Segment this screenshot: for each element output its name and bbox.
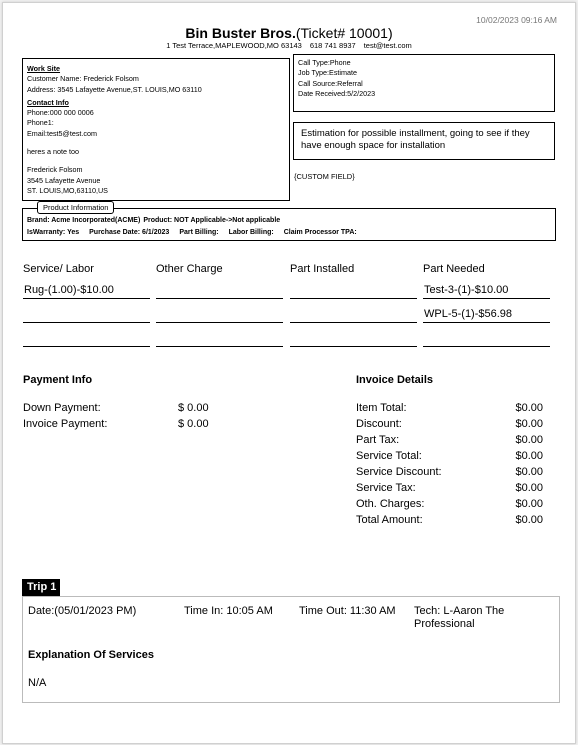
part-installed-line <box>290 284 417 299</box>
trip-tech <box>414 605 504 631</box>
trip-box <box>22 596 560 703</box>
trip-tech-line: Professional <box>414 618 475 630</box>
product-warranty: IsWarranty: Yes <box>27 229 80 236</box>
company-email: test@test.com <box>363 41 412 50</box>
part-needed-line <box>423 332 550 347</box>
invoice-label: Part Tax: <box>356 434 400 446</box>
header-part-needed: Part Needed <box>423 263 485 275</box>
product-info-tab: Product Information <box>37 201 114 214</box>
billing-name: Frederick Folsom <box>27 165 83 175</box>
invoice-details-title: Invoice Details <box>356 374 434 386</box>
billing-street: 3545 Lafayette Avenue <box>27 175 101 185</box>
explanation-title: Explanation Of Services <box>28 649 154 661</box>
company-address: 1 Test Terrace,MAPLEWOOD,MO 63143 <box>166 41 302 50</box>
ticket-number: (Ticket# 10001) <box>295 25 393 41</box>
trip-time-in: Time In: 10:05 AM <box>184 605 273 617</box>
header-part-installed: Part Installed <box>290 263 355 275</box>
document-page <box>2 2 576 744</box>
service-labor-line <box>23 332 150 347</box>
payment-value: $ 0.00 <box>178 418 209 430</box>
trip-date: Date:(05/01/2023 PM) <box>28 605 137 617</box>
customer-name: Customer Name: Frederick Folsom <box>27 74 139 84</box>
print-timestamp: 10/02/2023 09:16 AM <box>476 15 557 25</box>
work-site-title: Work Site <box>27 64 61 73</box>
call-type: Call Type:Phone <box>298 58 351 67</box>
custom-field: {CUSTOM FIELD} <box>294 172 355 181</box>
service-labor-line: Rug-(1.00)-$10.00 <box>23 284 150 299</box>
work-site-box <box>22 58 290 201</box>
invoice-label: Item Total: <box>356 402 407 414</box>
date-received: Date Received:5/2/2023 <box>298 88 376 98</box>
invoice-label: Service Discount: <box>356 466 442 478</box>
service-labor-line <box>23 308 150 323</box>
payment-value: $ 0.00 <box>178 402 209 414</box>
part-needed-line: Test-3-(1)-$10.00 <box>423 284 550 299</box>
invoice-value: $0.00 <box>515 450 543 462</box>
payment-label: Down Payment: <box>23 402 101 414</box>
company-title <box>3 25 575 41</box>
job-description: Estimation for possible installment, going to see if they have enough space for installation <box>293 122 555 160</box>
header-service-labor: Service/ Labor <box>23 263 94 275</box>
other-charge-line <box>156 332 283 347</box>
trip-label: Trip 1 <box>22 579 60 596</box>
payment-label: Invoice Payment: <box>23 418 108 430</box>
worksite-note: heres a note too <box>27 147 79 157</box>
company-phone: 618 741 8937 <box>309 41 356 50</box>
trip-time-out: Time Out: 11:30 AM <box>299 605 396 617</box>
company-name: Bin Buster Bros. <box>185 25 296 41</box>
invoice-label: Service Total: <box>356 450 422 462</box>
other-charge-line <box>156 308 283 323</box>
call-info-box <box>293 54 555 112</box>
invoice-value: $0.00 <box>515 402 543 414</box>
claim-processor: Claim Processor TPA: <box>283 229 357 236</box>
product-brand: Brand: Acme Incorporated(ACME) <box>27 217 141 224</box>
product-name: Product: NOT Applicable->Not applicable <box>143 217 281 224</box>
part-needed-line: WPL-5-(1)-$56.98 <box>423 308 550 323</box>
customer-address: Address: 3545 Lafayette Avenue,ST. LOUIS,MO 63110 <box>27 84 202 94</box>
labor-billing: Labor Billing: <box>228 229 274 236</box>
contact-phone1: Phone1: <box>27 118 54 128</box>
billing-city: ST. LOUIS,MO,63110,US <box>27 185 108 195</box>
header-other-charge: Other Charge <box>156 263 223 275</box>
part-installed-line <box>290 332 417 347</box>
invoice-label: Discount: <box>356 418 402 430</box>
call-source: Call Source:Referral <box>298 78 363 88</box>
invoice-value: $0.00 <box>515 482 543 494</box>
job-type: Job Type:Estimate <box>298 68 357 78</box>
company-contact <box>3 41 575 50</box>
purchase-date: Purchase Date: 6/1/2023 <box>89 229 170 236</box>
invoice-label: Total Amount: <box>356 514 423 526</box>
invoice-value: $0.00 <box>515 498 543 510</box>
payment-info-title: Payment Info <box>23 374 93 386</box>
contact-email: Email:test5@test.com <box>27 128 98 138</box>
part-billing: Part Billing: <box>179 229 219 236</box>
part-installed-line <box>290 308 417 323</box>
invoice-value: $0.00 <box>515 466 543 478</box>
trip-tech-line: Tech: L-Aaron The <box>414 605 505 617</box>
invoice-label: Oth. Charges: <box>356 498 425 510</box>
invoice-value: $0.00 <box>515 434 543 446</box>
contact-info-title: Contact Info <box>27 97 69 107</box>
explanation-text: N/A <box>28 677 47 689</box>
invoice-value: $0.00 <box>515 418 543 430</box>
invoice-value: $0.00 <box>515 514 543 526</box>
other-charge-line <box>156 284 283 299</box>
invoice-label: Service Tax: <box>356 482 416 494</box>
contact-phone: Phone:000 000 0006 <box>27 108 94 118</box>
